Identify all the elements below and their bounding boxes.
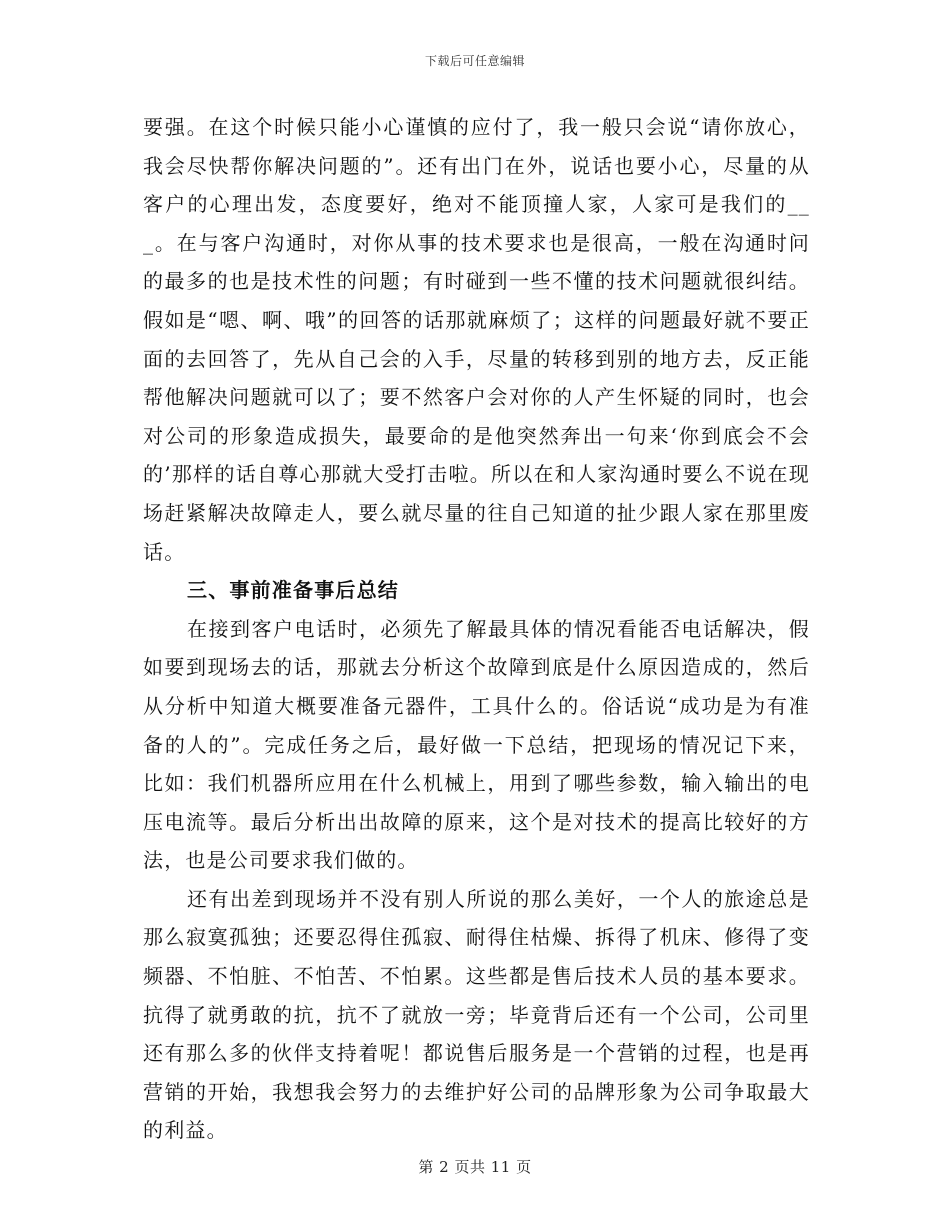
page-header: 下载后可任意编辑 [424, 54, 525, 68]
paragraph-2: 在接到客户电话时，必须先了解最具体的情况看能否电话解决，假如要到现场去的话，那就去分析这个故障到底是什么原因造成的，然后从分析中知道大概要准备元器件，工具什么的。俗话说“成功是为有准备的人的”。完成任务之后，最好做一下总结，把现场的情况记下来，比如：我们机器所应用在什么机械上，用到了哪些参数，输入输出的电压电流等。最后分析出出故障的原来，这个是对技术的提高比较好的方法，也是公司要求我们做的。 [143, 616, 810, 873]
section-heading: 三、事前准备事后总结 [187, 578, 399, 603]
document-body [143, 108, 810, 1150]
paragraph-1: 要强。在这个时候只能小心谨慎的应付了，我一般只会说“请你放心，我会尽快帮你解决问题的”。还有出门在外，说话也要小心，尽量的从客户的心理出发，态度要好，绝对不能顶撞人家，人家可是我们的___。在与客户沟通时，对你从事的技术要求也是很高，一般在沟通时问的最多的也是技术性的问题；有时碰到一些不懂的技术问题就很纠结。假如是“嗯、啊、哦”的回答的话那就麻烦了；这样的问题最好就不要正面的去回答了，先从自己会的入手，尽量的转移到别的地方去，反正能帮他解决问题就可以了；要不然客户会对你的人产生怀疑的同时，也会对公司的形象造成损失，最要命的是他突然奔出一句来‘你到底会不会的’那样的话自尊心那就大受打击啦。所以在和人家沟通时要么不说在现场赶紧解决故障走人，要么就尽量的往自己知道的扯少跟人家在那里废话。 [143, 115, 810, 564]
page-footer: 第 2 页共 11 页 [418, 1158, 532, 1176]
paragraph-3: 还有出差到现场并不没有别人所说的那么美好，一个人的旅途总是那么寂寞孤独；还要忍得住孤寂、耐得住枯燥、拆得了机床、修得了变频器、不怕脏、不怕苦、不怕累。这些都是售后技术人员的基本要求。抗得了就勇敢的抗，抗不了就放一旁；毕竟背后还有一个公司，公司里还有那么多的伙伴支持着呢！都说售后服务是一个营销的过程，也是再营销的开始，我想我会努力的去维护好公司的品牌形象为公司争取最大的利益。 [143, 886, 810, 1143]
